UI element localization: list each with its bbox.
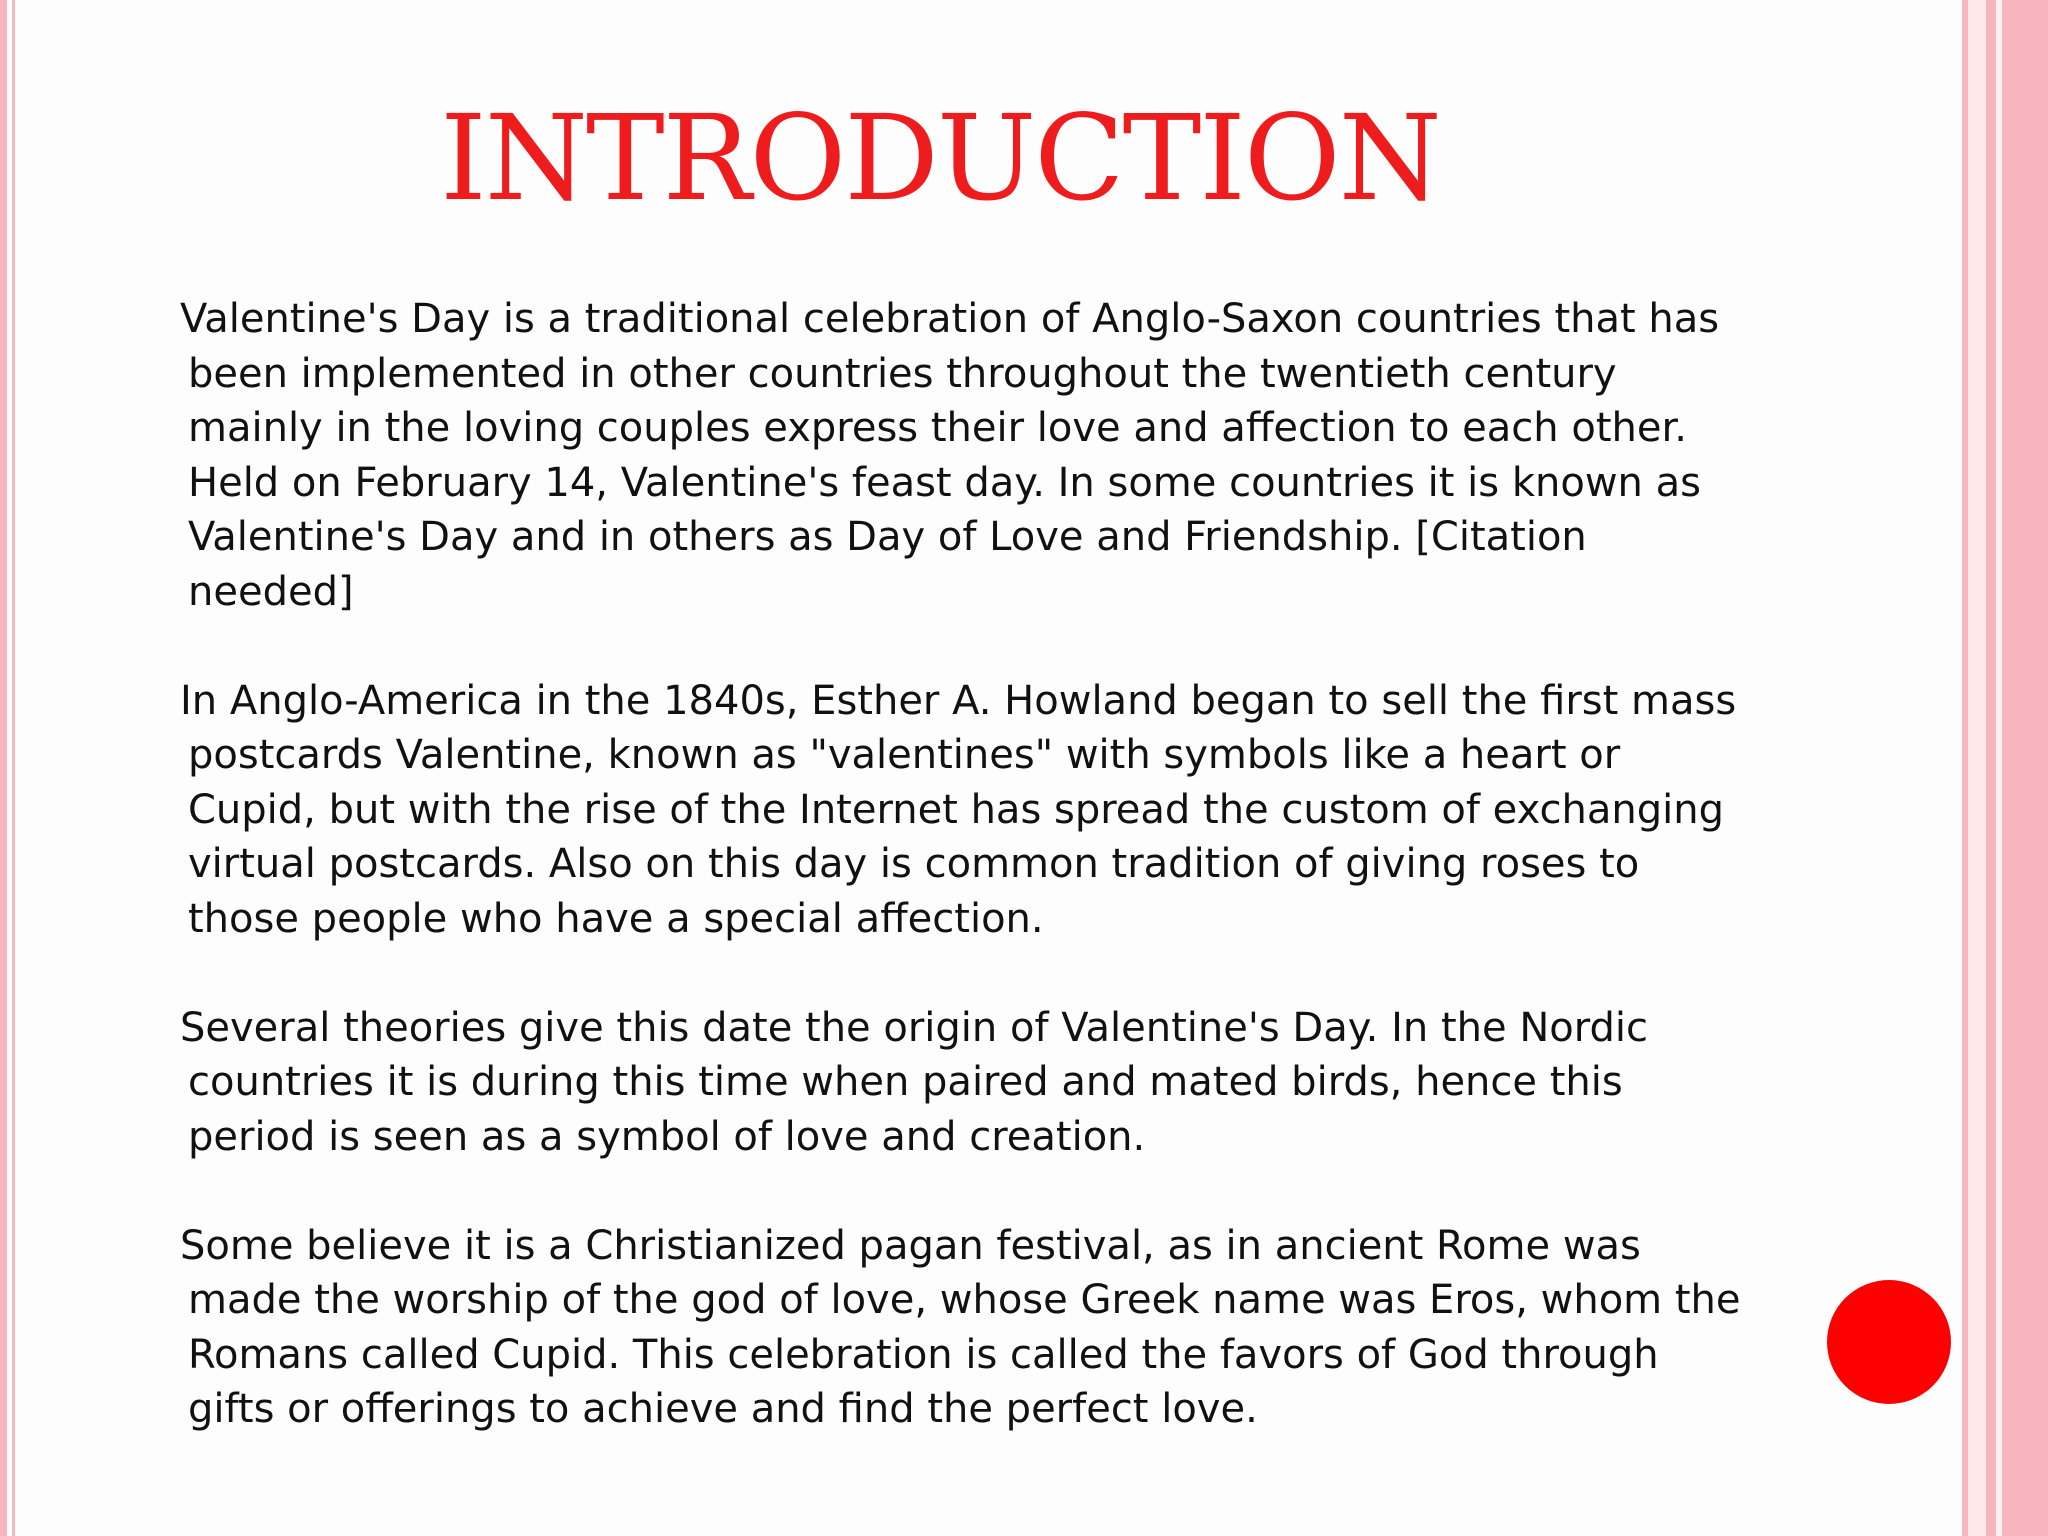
paragraph-4: Some believe it is a Christianized pagan festival, as in ancient Rome was made the worship of the god of love, whose Greek name was Eros, whom the Romans called Cupid. This celebration is called the favors of God through gifts or offerings to achieve and find the perfect love.: [180, 1222, 1741, 1432]
right-border-stripe: [1986, 0, 1996, 1536]
right-border-band: [1968, 0, 1986, 1536]
decorative-red-circle: [1827, 1280, 1951, 1404]
slide-body: [180, 292, 1746, 1437]
paragraph-2: In Anglo-America in the 1840s, Esther A. Howland began to sell the first mass postcards Valentine, known as "valentines" with symbols like a heart or Cupid, but with the rise of the Internet has spread the custom of exchanging virtual postcards. Also on this day is common tradition of giving roses to those people who have a special affection.: [180, 677, 1737, 942]
slide-title: INTRODUCTION: [440, 89, 1440, 227]
left-border-line: [12, 0, 15, 1536]
right-border-edge: [2002, 0, 2048, 1536]
paragraph-1: Valentine's Day is a traditional celebration of Anglo-Saxon countries that has been implemented in other countries throughout the twentieth century mainly in the loving couples express their love and affection to each other. Held on February 14, Valentine's feast day. In some countries it is known as Valentine's Day and in others as Day of Love and Friendship. [Citation needed]: [180, 296, 1720, 615]
left-border-stripe: [0, 0, 7, 1536]
paragraph-3: Several theories give this date the origin of Valentine's Day. In the Nordic countries it is during this time when paired and mated birds, hence this period is seen as a symbol of love and creation.: [180, 1004, 1648, 1160]
